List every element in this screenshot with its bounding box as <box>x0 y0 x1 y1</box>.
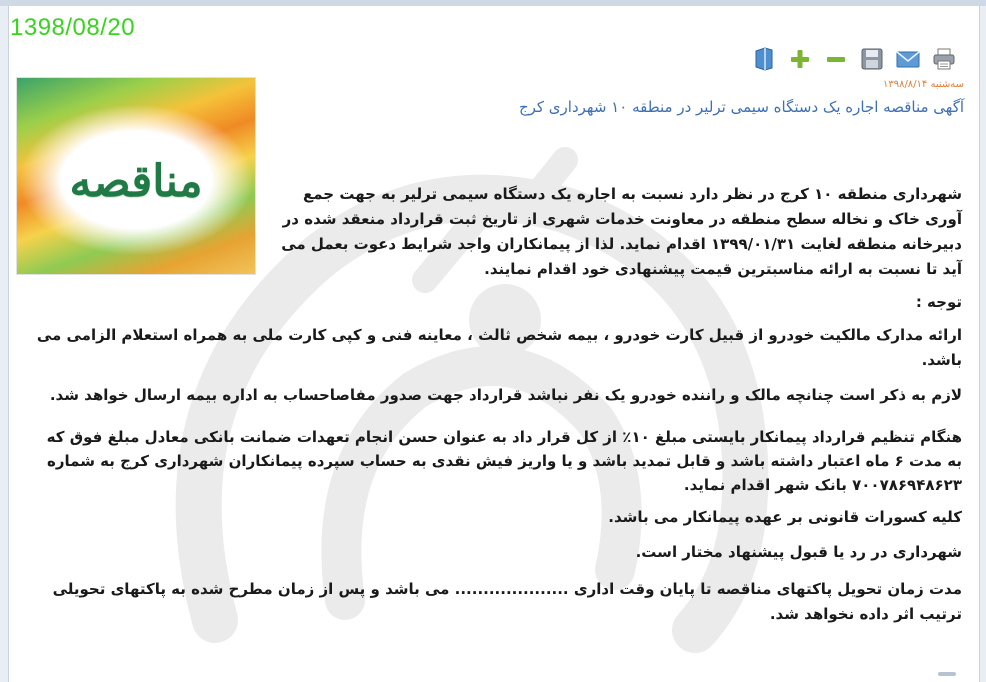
paragraph-deductions: کلیه کسورات قانونی بر عهده پیمانکار می باشد. <box>608 508 962 526</box>
paragraph-discretion: شهرداری در رد یا قبول پیشنهاد مختار است. <box>635 543 962 561</box>
email-button[interactable] <box>894 46 922 72</box>
tender-banner-image <box>16 77 256 275</box>
bookmark-button[interactable] <box>750 46 778 72</box>
note-label: توجه : <box>915 293 962 311</box>
print-icon <box>932 48 956 70</box>
save-button[interactable] <box>858 46 886 72</box>
article-title[interactable]: آگهی مناقصه اجاره یک دستگاه سیمی ترلیر در منطقه ۱۰ شهرداری کرج <box>518 98 964 116</box>
save-icon <box>861 48 883 70</box>
increase-font-button[interactable] <box>786 46 814 72</box>
window-left-border <box>0 6 8 682</box>
paragraph-guarantee: هنگام تنظیم قرارداد پیمانکار بایستی مبلغ ۱۰٪ از کل قرار داد به عنوان حسن انجام تعهدات ضمانت بانکی معادل مبلغ فوق که به مدت ۶ ماه اعتبار داشته باشد و قابل تمدید باشد و یا واریز فیش نقدی به حساب سپرده پیمانکاران شهرداری کرج به شماره ۷۰۰۷۸۶۹۴۸۶۲۳ بانک شهر اقدام نماید. <box>46 428 962 494</box>
banner-word: مناقصه <box>69 156 203 207</box>
minus-icon <box>825 48 847 70</box>
date-stamp: 1398/08/20 <box>10 14 136 41</box>
scroll-indicator <box>938 672 956 676</box>
email-icon <box>896 49 920 69</box>
decrease-font-button[interactable] <box>822 46 850 72</box>
paragraph-main: شهرداری منطقه ۱۰ کرج در نظر دارد نسبت به اجاره یک دستگاه سیمی ترلیر به جهت جمع آوری خاک و نخاله سطح منطقه در معاونت خدمات شهری از تاریخ ثبت قرارداد منعقد شده در دبیرخانه منطقه لغایت ۱۳۹۹/۰۱/۳۱ اقدام نماید. لذا از پیمانکاران واجد شرایط دعوت بعمل می آید تا نسبت به ارائه مناسبترین قیمت پیشنهادی خود اقدام نمایند. <box>281 185 962 278</box>
article-toolbar <box>750 46 958 72</box>
article-date: سه‌شنبه ۱۳۹۸/۸/۱۴ <box>882 79 964 90</box>
paragraph-deadline: مدت زمان تحویل پاکتهای مناقصه تا پایان وقت اداری .................... می باشد و پس از زمان مطرح شده به پاکتهای تحویلی ترتیب اثر داده نخواهد شد. <box>52 580 962 623</box>
book-icon <box>753 47 775 71</box>
plus-icon <box>789 48 811 70</box>
print-button[interactable] <box>930 46 958 72</box>
paragraph-documents: ارائه مدارک مالکیت خودرو از قبیل کارت خودرو ، بیمه شخص ثالث ، معاینه فنی و کپی کارت ملی به همراه استعلام الزامی می باشد. <box>36 326 962 369</box>
paragraph-insurance: لازم به ذکر است چنانچه مالک و راننده خودرو یک نفر نباشد قرارداد جهت صدور مفاصاحساب به اداره بیمه ارسال خواهد شد. <box>49 386 962 404</box>
